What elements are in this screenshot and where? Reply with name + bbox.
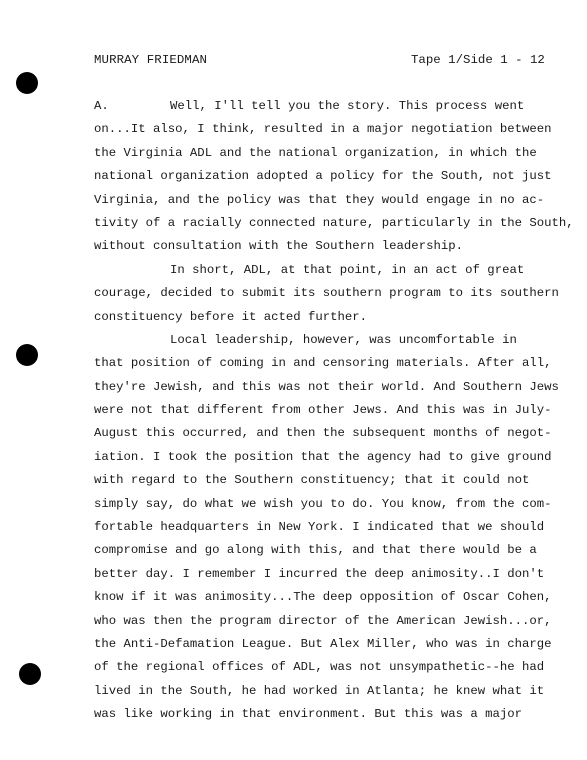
transcript-line: tivity of a racially connected nature, particularly in the South, <box>94 215 574 230</box>
tape-page-label: Tape 1/Side 1 - 12 <box>411 53 545 67</box>
transcript-line: lived in the South, he had worked in Atlanta; he knew what it <box>94 683 545 698</box>
transcript-line: the Virginia ADL and the national organization, in which the <box>94 145 537 160</box>
transcript-line: iation. I took the position that the agency had to give ground <box>94 449 552 464</box>
transcript-line: of the regional offices of ADL, was not unsympathetic--he had <box>94 660 545 675</box>
transcript-line: they're Jewish, and this was not their world. And Southern Jews <box>94 379 559 394</box>
binder-hole <box>16 344 38 366</box>
transcript-line: constituency before it acted further. <box>94 309 368 324</box>
transcript-line: better day. I remember I incurred the deep animosity..I don't <box>94 566 545 581</box>
transcript-line: the Anti-Defamation League. But Alex Miller, who was in charge <box>94 636 552 651</box>
transcript-line: without consultation with the Southern leadership. <box>94 239 463 254</box>
interviewee-name: MURRAY FRIEDMAN <box>94 53 208 67</box>
transcript-line: courage, decided to submit its southern program to its southern <box>94 286 559 301</box>
transcript-line: simply say, do what we wish you to do. You know, from the com- <box>94 496 552 511</box>
binder-hole <box>16 72 38 94</box>
transcript-line: were not that different from other Jews. And this was in July- <box>94 403 552 418</box>
line-text: Well, I'll tell you the story. This process went <box>170 99 525 113</box>
transcript-line: compromise and go along with this, and that there would be a <box>94 543 537 558</box>
transcript-body <box>94 95 574 727</box>
transcript-line: fortable headquarters in New York. I indicated that we should <box>94 520 545 535</box>
transcript-line <box>94 95 554 118</box>
transcript-line: on...It also, I think, resulted in a major negotiation between <box>94 122 552 137</box>
transcript-line: Local leadership, however, was uncomfortable in <box>170 332 517 347</box>
transcript-line: August this occurred, and then the subsequent months of negot- <box>94 426 552 441</box>
transcript-line: who was then the program director of the American Jewish...or, <box>94 613 552 628</box>
transcript-line: that position of coming in and censoring materials. After all, <box>94 356 552 371</box>
transcript-line: was like working in that environment. But this was a major <box>94 707 523 722</box>
transcript-line: In short, ADL, at that point, in an act of great <box>170 262 525 277</box>
transcript-line: Virginia, and the policy was that they would engage in no ac- <box>94 192 545 207</box>
transcript-line: with regard to the Southern constituency; that it could not <box>94 473 530 488</box>
speaker-label: A. <box>94 99 109 113</box>
transcript-line: know if it was animosity...The deep opposition of Oscar Cohen, <box>94 590 552 605</box>
transcript-line: national organization adopted a policy for the South, not just <box>94 169 552 184</box>
binder-hole <box>19 663 41 685</box>
